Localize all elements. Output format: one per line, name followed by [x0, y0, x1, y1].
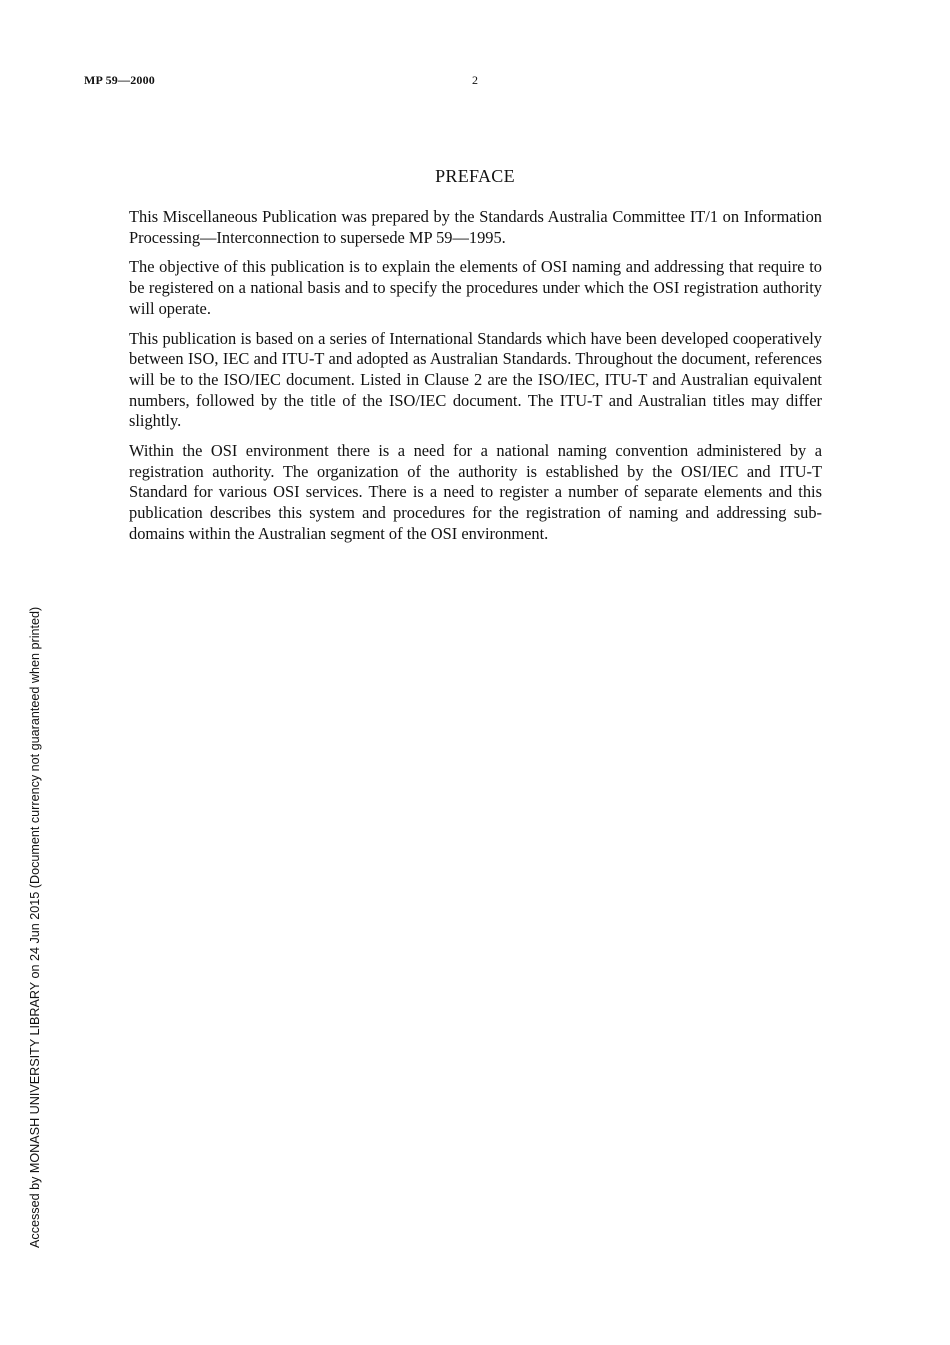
paragraph-1: This Miscellaneous Publication was prepared by the Standards Australia Committee IT/1 on Information Processing—Interconnection to supersede MP 59—1995.: [129, 207, 822, 247]
document-code: MP 59—2000: [84, 73, 155, 87]
page-number: 2: [472, 73, 478, 87]
paragraph-3: This publication is based on a series of International Standards which have been developed cooperatively between ISO, IEC and ITU-T and adopted as Australian Standards. Throughout the document, references will be to the ISO/IEC document. Listed in Clause 2 are the ISO/IEC, ITU-T and Australian equivalent numbers, followed by the title of the ISO/IEC document. The ITU-T and Australian titles may differ slightly.: [129, 328, 822, 431]
paragraph-4: Within the OSI environment there is a need for a national naming convention administered by a registration authority. The organization of the authority is established by the OSI/IEC and ITU-T Standard for various OSI services. There is a need to register a number of separate elements and this publication describes this system and procedures for the registration of naming and addressing sub-domains within the Australian segment of the OSI environment.: [129, 441, 822, 543]
preface-heading: PREFACE: [435, 166, 515, 186]
access-stamp: Accessed by MONASH UNIVERSITY LIBRARY on 24 Jun 2015 (Document currency not guaranteed when printed): [28, 606, 42, 1248]
preface-body: [129, 207, 822, 554]
paragraph-2: The objective of this publication is to explain the elements of OSI naming and addressing that require to be registered on a national basis and to specify the procedures under which the OSI registration authority will operate.: [129, 257, 822, 318]
